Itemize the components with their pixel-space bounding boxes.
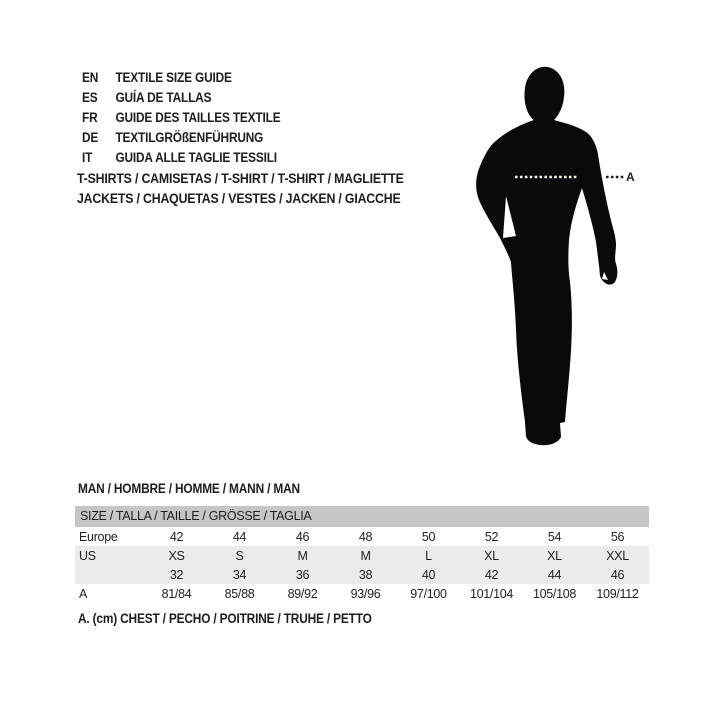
size-cell: 97/100	[410, 586, 447, 601]
size-cell: XS	[168, 548, 185, 563]
table-row	[75, 546, 649, 565]
size-cell: 46	[295, 529, 310, 544]
size-cell: XL	[484, 548, 499, 563]
size-cell: 40	[421, 567, 436, 582]
language-code: FR	[82, 110, 98, 125]
measurement-footnote: A. (cm) CHEST / PECHO / POITRINE / TRUHE / PETTO	[78, 611, 372, 626]
size-cell: 44	[232, 529, 247, 544]
size-cell: 34	[232, 567, 247, 582]
size-cell: 93/96	[350, 586, 381, 601]
language-code: ES	[82, 90, 98, 105]
size-table-body	[75, 527, 649, 603]
size-cell: 56	[610, 529, 625, 544]
size-cell: 81/84	[161, 586, 192, 601]
language-title-list	[82, 68, 280, 168]
size-cell: 105/108	[532, 586, 577, 601]
language-title: GUIDA ALLE TAGLIE TESSILI	[115, 150, 277, 165]
table-row	[75, 565, 649, 584]
row-label: Europe	[79, 529, 118, 544]
size-cell: 46	[610, 567, 625, 582]
product-types-line2: JACKETS / CHAQUETAS / VESTES / JACKEN / GIACCHE	[77, 190, 401, 206]
gender-heading: MAN / HOMBRE / HOMME / MANN / MAN	[78, 481, 300, 496]
language-row	[82, 108, 280, 128]
language-title: GUIDE DES TAILLES TEXTILE	[115, 110, 281, 125]
table-row	[75, 584, 649, 603]
size-cell: 44	[547, 567, 562, 582]
man-silhouette-figure	[430, 30, 690, 470]
size-cell: 50	[421, 529, 436, 544]
size-cell: 38	[358, 567, 373, 582]
product-types	[77, 168, 404, 208]
table-row	[75, 527, 649, 546]
language-title: GUÍA DE TALLAS	[115, 90, 212, 105]
language-row	[82, 148, 280, 168]
language-code: EN	[82, 70, 99, 85]
size-cell: 42	[169, 529, 184, 544]
size-cell: 101/104	[469, 586, 514, 601]
size-table	[75, 527, 649, 603]
size-cell: 36	[295, 567, 310, 582]
row-label: A	[79, 586, 88, 601]
size-cell: 109/112	[596, 586, 639, 601]
size-cell: 54	[547, 529, 562, 544]
size-cell: 42	[484, 567, 499, 582]
size-cell: M	[360, 548, 371, 563]
row-label	[75, 565, 145, 584]
row-label: US	[79, 548, 96, 563]
size-cell: 89/92	[287, 586, 318, 601]
product-types-line1: T-SHIRTS / CAMISETAS / T-SHIRT / T-SHIRT / MAGLIETTE	[77, 170, 404, 186]
language-row	[82, 128, 280, 148]
size-cell: S	[235, 548, 244, 563]
size-cell: L	[425, 548, 432, 563]
size-cell: 52	[484, 529, 499, 544]
language-code: DE	[82, 130, 99, 145]
size-cell: 32	[169, 567, 184, 582]
size-cell: XXL	[606, 548, 629, 563]
size-cell: 85/88	[224, 586, 255, 601]
size-cell: M	[297, 548, 308, 563]
language-code: IT	[82, 150, 93, 165]
language-title: TEXTILGRÖßENFÜHRUNG	[115, 130, 264, 145]
man-silhouette	[476, 67, 617, 445]
size-table-header: SIZE / TALLA / TAILLE / GRÖSSE / TAGLIA	[75, 506, 649, 527]
language-row	[82, 88, 280, 108]
size-table-block	[75, 506, 649, 603]
language-row	[82, 68, 280, 88]
size-cell: 48	[358, 529, 373, 544]
language-title: TEXTILE SIZE GUIDE	[115, 70, 232, 85]
measure-label-a: A	[626, 170, 635, 184]
size-cell: XL	[547, 548, 562, 563]
